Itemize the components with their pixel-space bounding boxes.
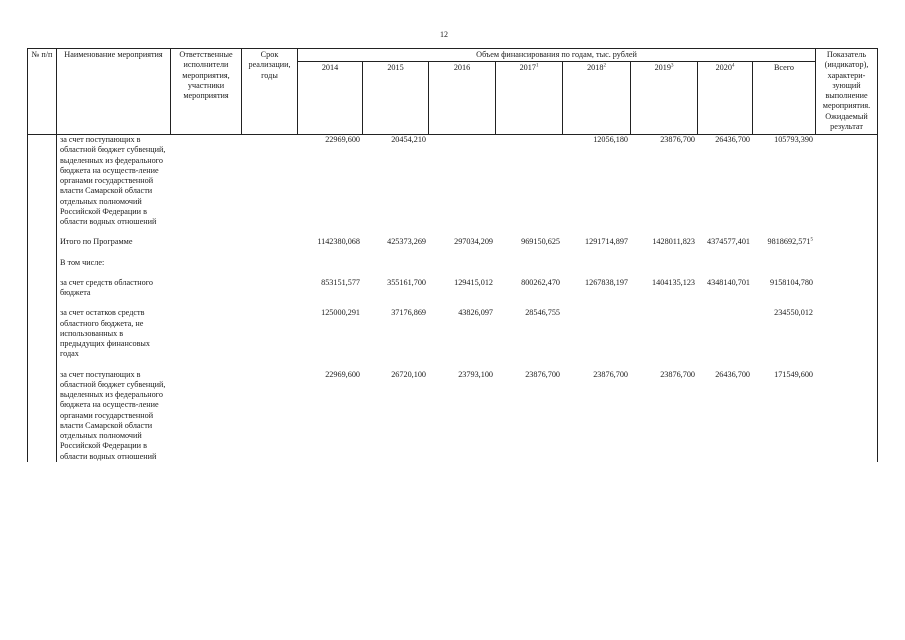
row-value-2018 <box>563 258 631 268</box>
value-text: 297034,209 <box>454 237 493 247</box>
row-value-2016 <box>429 278 496 299</box>
row-value-2017 <box>496 278 563 299</box>
header-year-footnote: 2 <box>603 63 606 69</box>
value-text: 26720,100 <box>391 369 426 379</box>
value-text: 28546,755 <box>525 308 560 318</box>
value-text: 37176,869 <box>391 308 426 318</box>
table-row <box>28 237 878 247</box>
row-value-2018 <box>563 278 631 299</box>
header-col-term: Срок реализации, годы <box>242 49 298 135</box>
row-value-2015 <box>363 258 429 268</box>
value-text: 26436,700 <box>715 135 750 144</box>
row-value-2018 <box>563 308 631 359</box>
row-name: за счет остатков средств областного бюджета, не использованных в предыдущих финансовых годах <box>57 308 171 359</box>
row-value-2014 <box>298 278 363 299</box>
value-text: 4348140,701 <box>707 277 750 287</box>
row-value-2019 <box>631 278 698 299</box>
value-text: 1142380,068 <box>317 237 360 247</box>
value-text: 23876,700 <box>660 369 695 379</box>
header-year-4 <box>563 62 631 135</box>
value-text: 355161,700 <box>387 277 426 287</box>
header-year-1 <box>363 62 429 135</box>
row-number-cell <box>28 135 57 228</box>
row-name: Итого по Программе <box>57 237 171 247</box>
row-number-cell <box>28 237 57 247</box>
value-text: 23876,700 <box>593 369 628 379</box>
row-indicator-cell <box>816 135 878 228</box>
row-responsible-cell <box>171 258 242 268</box>
header-year-label: 2019 <box>654 63 671 72</box>
row-term-cell <box>242 258 298 268</box>
row-responsible-cell <box>171 135 242 228</box>
table-row <box>28 278 878 299</box>
row-value-2015 <box>363 278 429 299</box>
value-text: 853151,577 <box>321 277 360 287</box>
row-value-2020 <box>698 135 753 228</box>
row-value-2019 <box>631 308 698 359</box>
header-year-label: 2018 <box>587 63 604 72</box>
row-indicator-cell <box>816 278 878 299</box>
row-indicator-cell <box>816 370 878 462</box>
header-year-label: 2015 <box>387 63 404 72</box>
row-value-2020 <box>698 237 753 247</box>
row-value-2018 <box>563 135 631 228</box>
value-text: 425373,269 <box>387 237 426 247</box>
row-spacer <box>28 298 878 308</box>
value-text: 26436,700 <box>715 369 750 379</box>
row-number-cell <box>28 370 57 462</box>
value-text: 4374577,401 <box>707 237 750 247</box>
value-text: 234550,012 <box>774 308 813 318</box>
row-value-2020 <box>698 258 753 268</box>
table-row <box>28 370 878 462</box>
row-value-2019 <box>631 135 698 228</box>
row-value-2014 <box>298 237 363 247</box>
row-term-cell <box>242 278 298 299</box>
row-value-2020 <box>698 278 753 299</box>
row-value-2015 <box>363 370 429 462</box>
row-responsible-cell <box>171 370 242 462</box>
row-value-Всего <box>753 308 816 359</box>
row-value-2016 <box>429 308 496 359</box>
value-text: 171549,600 <box>774 369 813 379</box>
row-value-Всего <box>753 258 816 268</box>
row-value-2015 <box>363 237 429 247</box>
header-col-name: Наименование мероприятия <box>57 49 171 135</box>
row-value-2016 <box>429 135 496 228</box>
value-text: 1267838,197 <box>585 277 628 287</box>
value-text: 12056,180 <box>593 135 628 144</box>
row-value-2016 <box>429 370 496 462</box>
row-value-2019 <box>631 370 698 462</box>
value-text: 1428011,823 <box>652 237 695 247</box>
header-year-footnote: 4 <box>731 63 735 69</box>
header-col-number: № п/п <box>28 49 57 135</box>
row-spacer <box>28 227 878 237</box>
header-year-footnote: 1 <box>535 63 539 69</box>
value-text: 43826,097 <box>458 308 493 318</box>
row-indicator-cell <box>816 237 878 247</box>
total-footnote: 5 <box>810 237 813 243</box>
row-value-Всего <box>753 237 816 247</box>
row-value-2020 <box>698 370 753 462</box>
value-text: 22969,600 <box>325 135 360 144</box>
row-term-cell <box>242 370 298 462</box>
row-term-cell <box>242 237 298 247</box>
row-spacer <box>28 268 878 278</box>
row-indicator-cell <box>816 308 878 359</box>
table-row <box>28 258 878 268</box>
row-spacer <box>28 248 878 258</box>
header-year-label: 2016 <box>453 63 471 72</box>
header-year-7 <box>753 62 816 135</box>
row-value-2020 <box>698 308 753 359</box>
row-term-cell <box>242 135 298 228</box>
row-value-2015 <box>363 135 429 228</box>
row-value-2017 <box>496 237 563 247</box>
row-name: за счет поступающих в областной бюджет субвенций, выделенных из федерального бюджета на осуществ-ление органами государственной власти Самарской области отдельных полномочий Российской Федерации в области водных отношений <box>57 135 171 228</box>
header-col-indicator: Показатель (индикатор), характери-зующий выполнение мероприятия. Ожидаемый результат <box>816 49 878 135</box>
row-value-Всего <box>753 278 816 299</box>
row-responsible-cell <box>171 308 242 359</box>
value-text: 969150,625 <box>521 237 560 247</box>
header-year-2 <box>429 62 496 135</box>
row-name: за счет поступающих в областной бюджет субвенций, выделенных из федерального бюджета на осуществ-ление органами государственной власти Самарской области отдельных полномочий Российской Федерации в области водных отношений <box>57 370 171 462</box>
row-spacer <box>28 360 878 370</box>
value-text: 125000,291 <box>321 308 360 318</box>
header-year-label: Всего <box>773 63 795 72</box>
row-value-Всего <box>753 370 816 462</box>
row-name: за счет средств областного бюджета <box>57 278 171 299</box>
row-value-2015 <box>363 308 429 359</box>
row-value-2019 <box>631 258 698 268</box>
value-text: 22969,600 <box>325 369 360 379</box>
header-year-6 <box>698 62 753 135</box>
header-col-funding: Объем финансирования по годам, тыс. рублей <box>298 49 816 62</box>
row-value-2017 <box>496 135 563 228</box>
header-year-label: 2017 <box>519 63 536 72</box>
value-text: 800262,470 <box>521 277 560 287</box>
value-text: 1404135,123 <box>652 277 695 287</box>
row-responsible-cell <box>171 237 242 247</box>
value-text: 23876,700 <box>525 369 560 379</box>
row-value-2014 <box>298 258 363 268</box>
row-value-2014 <box>298 135 363 228</box>
row-responsible-cell <box>171 278 242 299</box>
row-value-2018 <box>563 237 631 247</box>
table-row <box>28 135 878 228</box>
value-text: 9818692,571 <box>767 237 811 247</box>
header-year-0 <box>298 62 363 135</box>
row-term-cell <box>242 308 298 359</box>
value-text: 105793,390 <box>774 135 813 144</box>
row-value-2016 <box>429 258 496 268</box>
header-year-footnote: 3 <box>670 63 674 69</box>
row-value-2018 <box>563 370 631 462</box>
page-number: 12 <box>440 30 448 39</box>
row-value-Всего <box>753 135 816 228</box>
funding-table <box>27 48 878 462</box>
row-value-2017 <box>496 308 563 359</box>
header-year-3 <box>496 62 563 135</box>
header-col-responsible: Ответственные исполнители мероприятия, участники мероприятия <box>171 49 242 135</box>
row-name: В том числе: <box>57 258 171 268</box>
row-value-2017 <box>496 258 563 268</box>
row-value-2014 <box>298 370 363 462</box>
row-value-2019 <box>631 237 698 247</box>
value-text: 9158104,780 <box>770 277 813 287</box>
header-year-label: 2020 <box>715 63 732 72</box>
row-number-cell <box>28 258 57 268</box>
value-text: 1291714,897 <box>585 237 628 247</box>
value-text: 23793,100 <box>458 369 493 379</box>
row-number-cell <box>28 308 57 359</box>
row-number-cell <box>28 278 57 299</box>
value-text: 20454,210 <box>391 135 426 144</box>
row-value-2016 <box>429 237 496 247</box>
value-text: 129415,012 <box>454 277 493 287</box>
table-row <box>28 308 878 359</box>
value-text: 23876,700 <box>660 135 695 144</box>
row-value-2014 <box>298 308 363 359</box>
header-year-5 <box>631 62 698 135</box>
row-indicator-cell <box>816 258 878 268</box>
header-year-label: 2014 <box>321 63 339 72</box>
row-value-2017 <box>496 370 563 462</box>
